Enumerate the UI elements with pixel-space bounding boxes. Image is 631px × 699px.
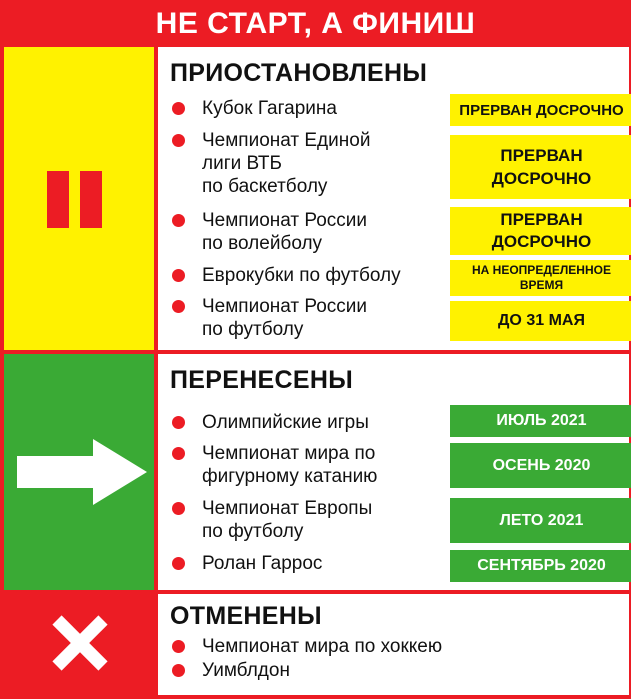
item-label: лиги ВТБ bbox=[202, 153, 282, 174]
status-badge: ИЮЛЬ 2021 bbox=[450, 405, 631, 437]
status-badge: ПРЕРВАН ДОСРОЧНО bbox=[450, 135, 631, 199]
item-label: Чемпионат Единой bbox=[202, 130, 371, 151]
arrow-right-icon bbox=[4, 354, 154, 590]
section-heading: ПРИОСТАНОВЛЕНЫ bbox=[170, 59, 428, 87]
bullet-icon bbox=[172, 557, 185, 570]
bullet-icon bbox=[172, 269, 185, 282]
item-label: по баскетболу bbox=[202, 176, 328, 197]
bullet-icon bbox=[172, 640, 185, 653]
item-label: по футболу bbox=[202, 319, 304, 340]
status-badge: ОСЕНЬ 2020 bbox=[450, 443, 631, 488]
item-label: Чемпионат мира по bbox=[202, 443, 376, 464]
bullet-icon bbox=[172, 214, 185, 227]
bullet-icon bbox=[172, 416, 185, 429]
item-label: фигурному катанию bbox=[202, 466, 378, 487]
item-label: Чемпионат России bbox=[202, 296, 368, 317]
status-badge: СЕНТЯБРЬ 2020 bbox=[450, 550, 631, 582]
section-postponed bbox=[4, 354, 629, 590]
item-label: по волейболу bbox=[202, 233, 323, 254]
section-cancelled bbox=[4, 594, 629, 695]
bullet-icon bbox=[172, 134, 185, 147]
suspended-icon-area bbox=[4, 47, 154, 350]
status-badge: ПРЕРВАН ДОСРОЧНО bbox=[450, 207, 631, 255]
bullet-icon bbox=[172, 300, 185, 313]
page-title: НЕ СТАРТ, А ФИНИШ bbox=[155, 7, 476, 40]
section-heading: ОТМЕНЕНЫ bbox=[170, 602, 322, 630]
item-label: Ролан Гаррос bbox=[202, 553, 323, 574]
item-label: Олимпийские игры bbox=[202, 412, 369, 433]
postponed-content bbox=[158, 354, 629, 590]
bullet-icon bbox=[172, 664, 185, 677]
suspended-content bbox=[158, 47, 629, 350]
item-label: Кубок Гагарина bbox=[202, 98, 337, 119]
section-suspended bbox=[4, 47, 629, 350]
status-badge: НА НЕОПРЕДЕЛЕННОЕ ВРЕМЯ bbox=[450, 260, 631, 296]
item-label: Чемпионат Европы bbox=[202, 498, 373, 519]
status-badge: ДО 31 МАЯ bbox=[450, 301, 631, 341]
cancelled-icon-area bbox=[4, 594, 154, 695]
status-badge: ЛЕТО 2021 bbox=[450, 498, 631, 543]
item-label: Чемпионат России bbox=[202, 210, 368, 231]
cross-icon bbox=[4, 594, 154, 695]
pause-icon bbox=[4, 47, 154, 350]
cancelled-content bbox=[158, 594, 629, 695]
item-label: Чемпионат мира по хоккею bbox=[202, 636, 443, 657]
bullet-icon bbox=[172, 102, 185, 115]
status-badge: ПРЕРВАН ДОСРОЧНО bbox=[450, 94, 631, 126]
item-label: Уимблдон bbox=[202, 660, 290, 681]
item-label: Еврокубки по футболу bbox=[202, 265, 401, 286]
item-label: по футболу bbox=[202, 521, 304, 542]
postponed-icon-area bbox=[4, 354, 154, 590]
bullet-icon bbox=[172, 502, 185, 515]
bullet-icon bbox=[172, 447, 185, 460]
section-heading: ПЕРЕНЕСЕНЫ bbox=[170, 366, 353, 394]
